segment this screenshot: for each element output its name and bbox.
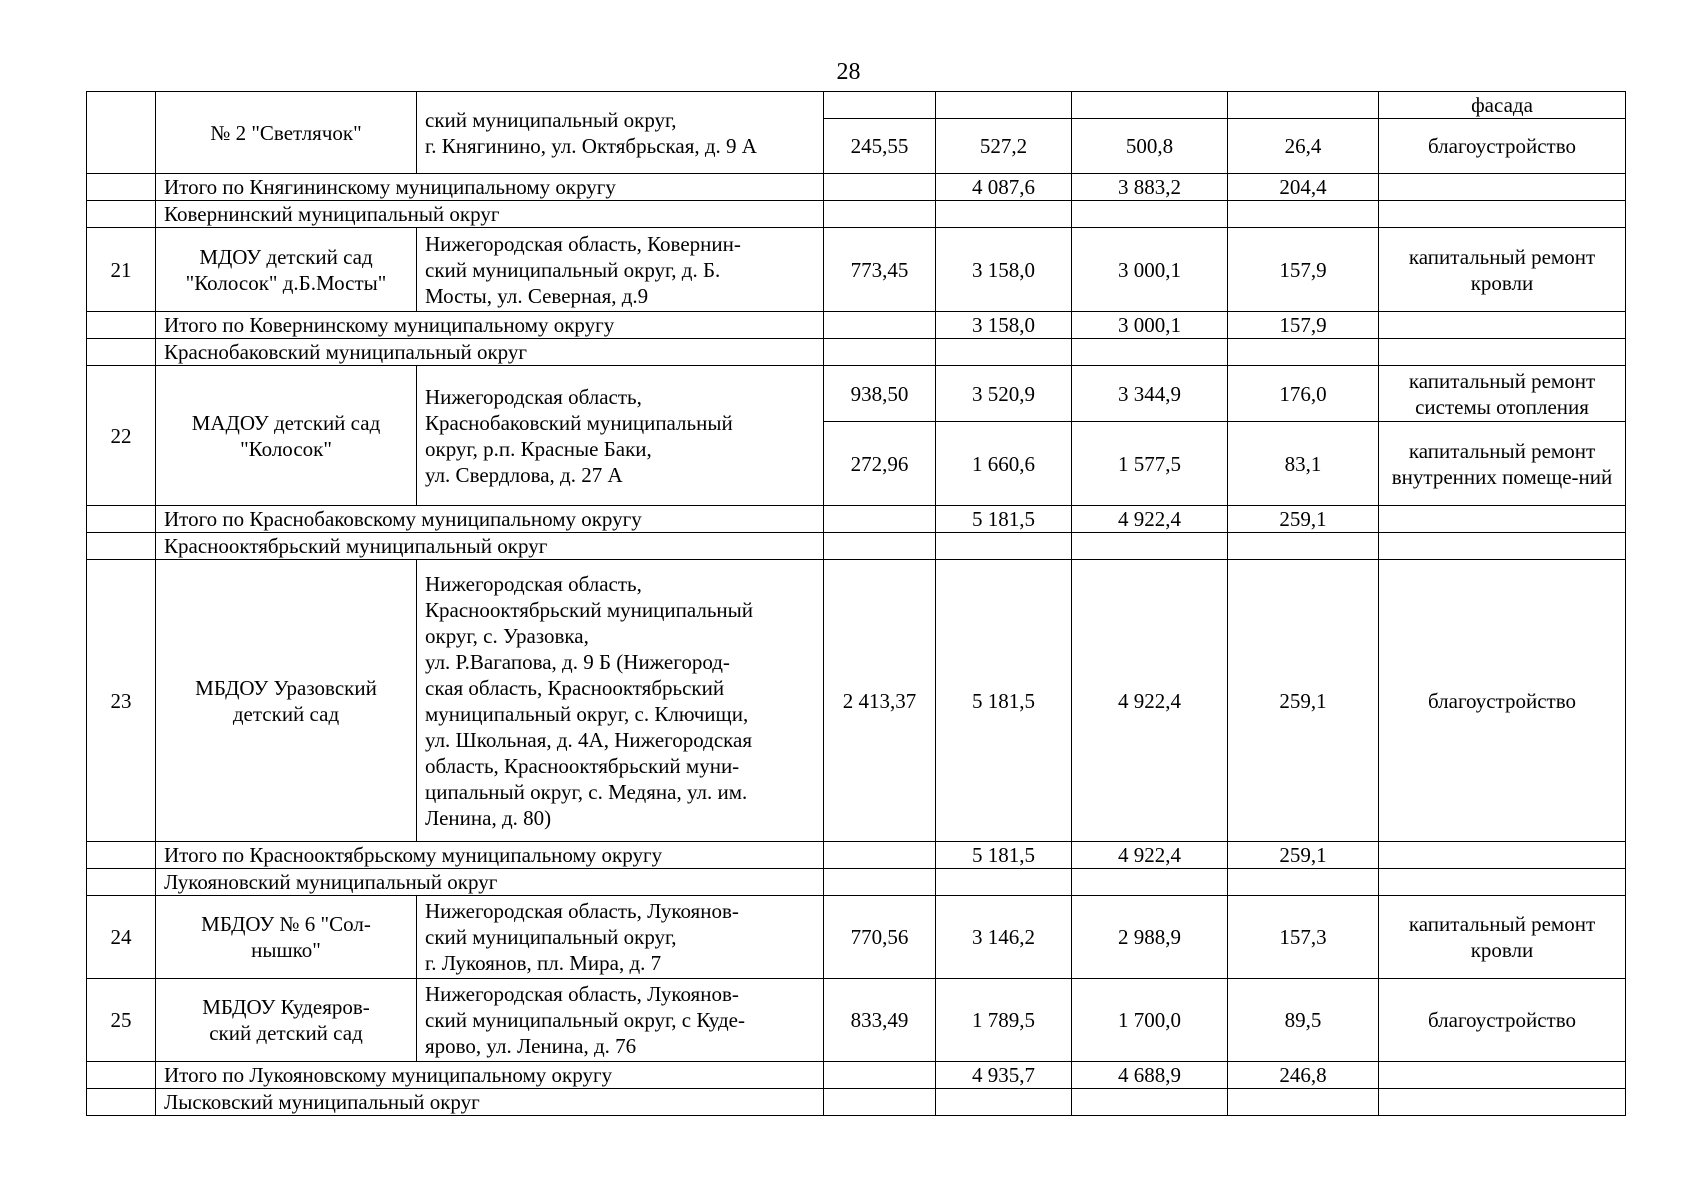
object-name: МБДОУ № 6 "Сол- нышко" [156,896,417,979]
object-address: Нижегородская область, Ковернин- ский муниципальный округ, д. Б. Мосты, ул. Северная, д.9 [417,228,824,312]
local-funds: 26,4 [1228,119,1379,174]
district-total-label: Итого по Краснобаковскому муниципальному округу [156,506,824,533]
local-funds: 157,3 [1228,896,1379,979]
district-total-label: Итого по Краснооктябрьскому муниципальному округу [156,842,824,869]
table-row [87,560,1626,842]
total-cost: 5 181,5 [936,560,1072,842]
table-row [87,92,1626,119]
object-name: № 2 "Светлячок" [156,92,417,174]
area-value: 2 413,37 [824,560,936,842]
district-header-row [87,533,1626,560]
regional-funds: 3 000,1 [1072,228,1228,312]
district-name: Лысковский муниципальный округ [156,1089,824,1116]
district-name: Краснобаковский муниципальный округ [156,339,824,366]
district-total-row [87,1062,1626,1089]
area-value: 245,55 [824,119,936,174]
object-address: Нижегородская область, Краснооктябрьский муниципальный округ, с. Уразовка, ул. Р.Вагапова, д. 9 Б (Нижегород- ская область, Краснооктябрьский муниципальный округ, с. Ключищи, ул. Школьная, д. 4А, Нижегородская область, Краснооктябрьский муни- ципальный округ, с. Медяна, ул. им. Ленина, д. 80) [417,560,824,842]
district-name: Лукояновский муниципальный округ [156,869,824,896]
district-name: Ковернинский муниципальный округ [156,201,824,228]
area-value: 938,50 [824,366,936,422]
page-number: 28 [836,59,861,85]
row-number: 22 [87,366,156,506]
regional-funds: 1 700,0 [1072,979,1228,1062]
total-cost: 1 660,6 [936,422,1072,506]
row-number: 24 [87,896,156,979]
local-funds: 246,8 [1228,1062,1379,1089]
work-type: капитальный ремонт системы отопления [1379,366,1626,422]
district-total-row [87,506,1626,533]
district-total-label: Итого по Ковернинскому муниципальному округу [156,312,824,339]
district-total-row [87,174,1626,201]
table-row [87,979,1626,1062]
district-name: Краснооктябрьский муниципальный округ [156,533,824,560]
regional-funds: 4 922,4 [1072,560,1228,842]
total-cost: 527,2 [936,119,1072,174]
regional-funds: 500,8 [1072,119,1228,174]
row-number: 23 [87,560,156,842]
row-number: 21 [87,228,156,312]
total-cost: 3 146,2 [936,896,1072,979]
work-type: благоустройство [1379,560,1626,842]
object-address: Нижегородская область, Лукоянов- ский муниципальный округ, с Куде- ярово, ул. Ленина, д. 76 [417,979,824,1062]
objects-table [86,91,1626,1116]
local-funds: 157,9 [1228,312,1379,339]
regional-funds: 3 000,1 [1072,312,1228,339]
object-address: Нижегородская область, Краснобаковский муниципальный округ, р.п. Красные Баки, ул. Свердлова, д. 27 А [417,366,824,506]
district-header-row [87,1089,1626,1116]
area-value: 833,49 [824,979,936,1062]
object-name: МБДОУ Уразовский детский сад [156,560,417,842]
object-address: Нижегородская область, Лукоянов- ский муниципальный округ, г. Лукоянов, пл. Мира, д. 7 [417,896,824,979]
work-type: благоустройство [1379,119,1626,174]
district-header-row [87,869,1626,896]
local-funds: 83,1 [1228,422,1379,506]
district-total-row [87,842,1626,869]
area-value: 770,56 [824,896,936,979]
row-number: 25 [87,979,156,1062]
district-header-row [87,201,1626,228]
district-header-row [87,339,1626,366]
regional-funds: 3 883,2 [1072,174,1228,201]
local-funds: 157,9 [1228,228,1379,312]
local-funds: 259,1 [1228,560,1379,842]
regional-funds: 3 344,9 [1072,366,1228,422]
work-type: фасада [1379,92,1626,119]
table-row [87,896,1626,979]
object-address: ский муниципальный округ, г. Княгинино, ул. Октябрьская, д. 9 А [417,92,824,174]
total-cost: 5 181,5 [936,506,1072,533]
district-total-row [87,312,1626,339]
regional-funds: 4 688,9 [1072,1062,1228,1089]
object-name: МАДОУ детский сад "Колосок" [156,366,417,506]
area-value: 272,96 [824,422,936,506]
local-funds: 89,5 [1228,979,1379,1062]
object-name: МДОУ детский сад "Колосок" д.Б.Мосты" [156,228,417,312]
work-type: капитальный ремонт кровли [1379,896,1626,979]
total-cost: 5 181,5 [936,842,1072,869]
total-cost: 1 789,5 [936,979,1072,1062]
total-cost: 3 158,0 [936,228,1072,312]
local-funds: 259,1 [1228,506,1379,533]
regional-funds: 2 988,9 [1072,896,1228,979]
local-funds: 176,0 [1228,366,1379,422]
object-name: МБДОУ Кудеяров- ский детский сад [156,979,417,1062]
district-total-label: Итого по Лукояновскому муниципальному округу [156,1062,824,1089]
total-cost: 3 158,0 [936,312,1072,339]
local-funds: 259,1 [1228,842,1379,869]
work-type: капитальный ремонт внутренних помеще-ний [1379,422,1626,506]
area-value: 773,45 [824,228,936,312]
regional-funds: 4 922,4 [1072,506,1228,533]
local-funds: 204,4 [1228,174,1379,201]
district-total-label: Итого по Княгининскому муниципальному округу [156,174,824,201]
table-row [87,228,1626,312]
regional-funds: 4 922,4 [1072,842,1228,869]
work-type: благоустройство [1379,979,1626,1062]
total-cost: 4 087,6 [936,174,1072,201]
regional-funds: 1 577,5 [1072,422,1228,506]
table-row [87,366,1626,422]
work-type: капитальный ремонт кровли [1379,228,1626,312]
total-cost: 3 520,9 [936,366,1072,422]
total-cost: 4 935,7 [936,1062,1072,1089]
